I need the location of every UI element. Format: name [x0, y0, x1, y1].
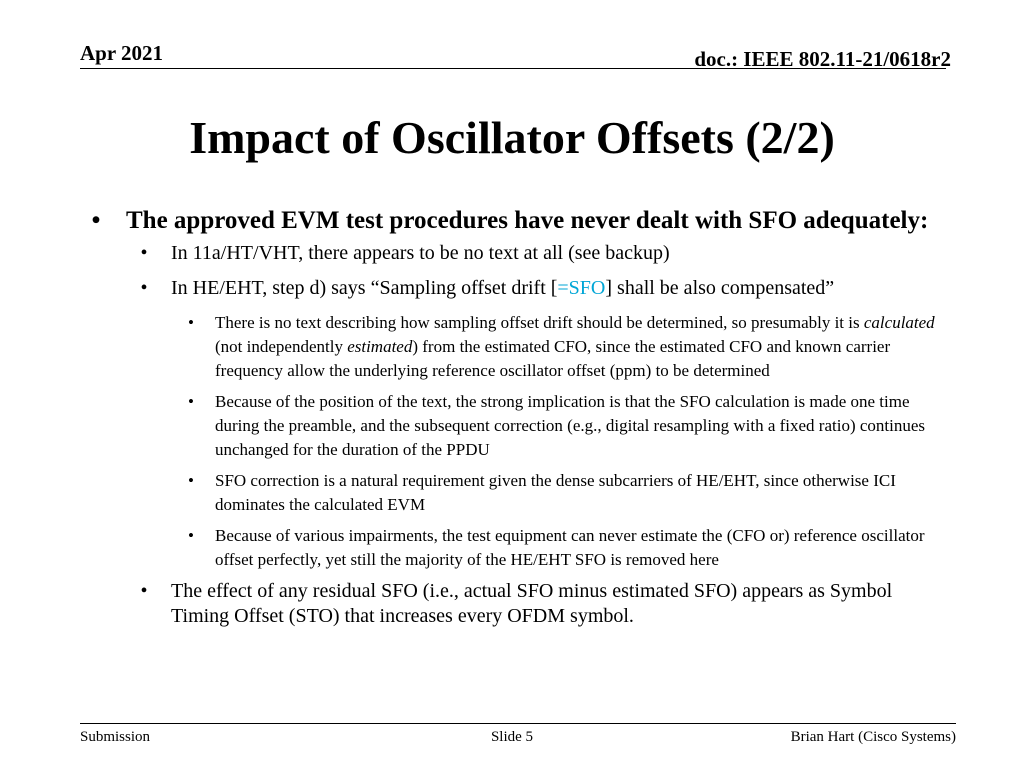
subsub-bullet-no-text-e: ) from the estimated CFO, since the estimated CFO and known carrier frequency allow the underlying reference oscillator offset (ppm) to be determined [215, 337, 891, 380]
sub-bullet-11a-text: In 11a/HT/VHT, there appears to be no text at all (see backup) [171, 242, 670, 264]
estimated-emphasis: estimated [347, 337, 413, 356]
subsub-bullet-position-text: Because of the position of the text, the strong implication is that the SFO calculation is made one time during the preamble, and the subsequent correction (e.g., digital resampling with a fixed ratio) continues unchanged for the duration of the PPDU [215, 392, 926, 459]
sub-bullet-he-eht-post: ] shall be also compensated” [605, 277, 835, 299]
bullet-main-text: The approved EVM test procedures have never dealt with SFO adequately: [126, 207, 929, 234]
bullet-dot-icon: • [188, 526, 194, 545]
bullet-dot-icon: • [188, 392, 194, 411]
subsub-bullet-no-text [86, 311, 946, 383]
subsub-bullet-impairments [86, 524, 946, 572]
subsub-bullet-sfo-correction-text: SFO correction is a natural requirement given the dense subcarriers of HE/EHT, since otherwise ICI dominates the calculated EVM [215, 471, 896, 514]
footer-author: Brian Hart (Cisco Systems) [790, 729, 956, 745]
subsub-bullet-no-text-a: There is no text describing how sampling offset drift should be determined, so presumably it is [215, 313, 864, 332]
sfo-highlight: =SFO [557, 277, 606, 299]
subsub-bullet-no-text-c: (not independently [215, 337, 348, 356]
sub-bullet-residual-sfo [86, 579, 946, 629]
bullet-dot-icon: • [188, 313, 194, 332]
slide-title: Impact of Oscillator Offsets (2/2) [189, 112, 835, 163]
bullet-dot-icon: • [188, 471, 194, 490]
slide-body [86, 204, 946, 639]
subsub-bullet-position [86, 390, 946, 462]
bullet-dot-icon: • [140, 580, 148, 602]
sub-bullet-he-eht [86, 276, 946, 301]
bullet-dot-icon: • [140, 277, 148, 299]
header-date: Apr 2021 [80, 41, 164, 65]
sub-bullet-residual-sfo-text: The effect of any residual SFO (i.e., actual SFO minus estimated SFO) appears as Symbol Timing Offset (STO) that increases every OFDM symbol. [171, 580, 893, 627]
header-divider [80, 68, 946, 69]
sub-bullet-he-eht-pre: In HE/EHT, step d) says “Sampling offset drift [ [171, 277, 558, 299]
header-doc-id: doc.: IEEE 802.11-21/0618r2 [694, 47, 951, 71]
bullet-dot-icon: • [91, 207, 101, 234]
footer-slide-number: Slide 5 [490, 729, 534, 745]
calculated-emphasis: calculated [863, 313, 935, 332]
footer-divider [80, 723, 956, 724]
subsub-bullet-sfo-correction [86, 469, 946, 517]
footer-submission: Submission [80, 729, 151, 745]
bullet-dot-icon: • [140, 242, 148, 264]
bullet-main [86, 204, 946, 237]
subsub-bullet-impairments-text: Because of various impairments, the test equipment can never estimate the (CFO or) reference oscillator offset perfectly, yet still the majority of the HE/EHT SFO is removed here [215, 526, 925, 569]
sub-bullet-11a [86, 241, 946, 266]
